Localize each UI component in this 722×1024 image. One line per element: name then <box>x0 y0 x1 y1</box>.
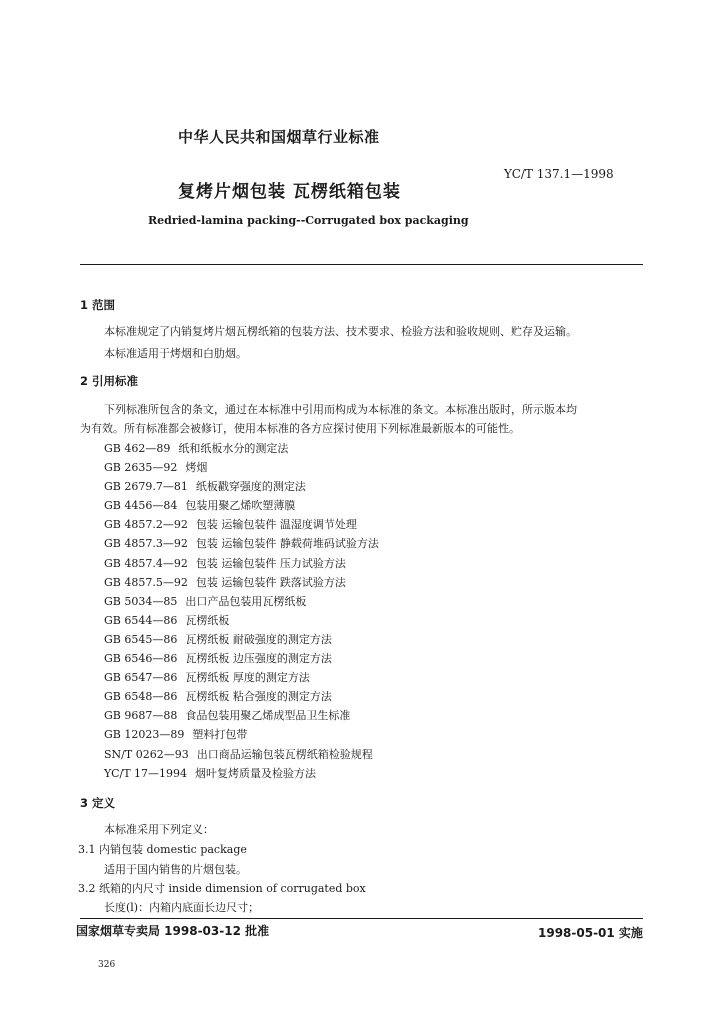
reference-item <box>104 574 379 593</box>
definition-3-1-text: 适用于国内销售的片烟包装。 <box>104 863 247 876</box>
reference-item <box>104 593 379 612</box>
reference-item <box>104 746 379 765</box>
reference-title: 纸板戳穿强度的测定法 <box>195 480 306 494</box>
normative-reference-list <box>104 440 379 784</box>
reference-code: GB 12023—89 <box>104 728 185 742</box>
reference-code: SN/T 0262—93 <box>104 747 189 761</box>
document-title-cn: 复烤片烟包装 瓦楞纸箱包装 <box>178 182 401 202</box>
reference-title: 瓦楞纸板 边压强度的测定方法 <box>185 652 332 666</box>
section-2-intro-line-2: 为有效。所有标准都会被修订，使用本标准的各方应探讨使用下列标准最新版本的可能性。 <box>80 422 520 435</box>
reference-item <box>104 707 379 726</box>
document-number: YC/T 137.1—1998 <box>504 167 614 181</box>
reference-code: GB 4857.2—92 <box>104 518 188 532</box>
reference-item <box>104 612 379 631</box>
reference-title: 烤烟 <box>185 461 208 475</box>
reference-item <box>104 765 379 784</box>
reference-code: GB 4456—84 <box>104 499 178 513</box>
section-1-heading: 1 范围 <box>80 298 116 312</box>
reference-title: 瓦楞纸板 耐破强度的测定方法 <box>185 632 332 646</box>
section-3-intro: 本标准采用下列定义： <box>104 823 214 836</box>
reference-item <box>104 650 379 669</box>
approval-statement: 国家烟草专卖局 1998-03-12 批准 <box>76 924 270 938</box>
reference-item <box>104 440 379 459</box>
standard-org-title: 中华人民共和国烟草行业标准 <box>178 128 380 146</box>
reference-title: 塑料打包带 <box>192 728 248 742</box>
document-title-en: Redried-lamina packing--Corrugated box packaging <box>148 214 469 227</box>
reference-code: GB 4857.3—92 <box>104 537 188 551</box>
section-3-heading: 3 定义 <box>80 796 116 810</box>
reference-item <box>104 516 379 535</box>
reference-code: GB 9687—88 <box>104 709 178 723</box>
section-1-paragraph-1: 本标准规定了内销复烤片烟瓦楞纸箱的包装方法、技术要求、检验方法和验收规则、贮存及运输。 <box>104 325 577 338</box>
reference-item <box>104 688 379 707</box>
reference-code: GB 2635—92 <box>104 461 178 475</box>
reference-title: 食品包装用聚乙烯成型品卫生标准 <box>185 709 351 723</box>
reference-item <box>104 726 379 745</box>
reference-title: 出口产品包装用瓦楞纸板 <box>185 594 307 608</box>
reference-title: 瓦楞纸板 <box>185 613 230 627</box>
effective-date: 1998-05-01 实施 <box>538 926 643 940</box>
definition-3-2-term: 3.2 纸箱的内尺寸 inside dimension of corrugated box <box>78 882 366 895</box>
reference-code: GB 6546—86 <box>104 652 178 666</box>
reference-code: YC/T 17—1994 <box>104 766 188 780</box>
reference-title: 瓦楞纸板 厚度的测定方法 <box>185 671 310 685</box>
reference-item <box>104 459 379 478</box>
reference-item <box>104 535 379 554</box>
reference-title: 包装 运输包装件 静载荷堆码试验方法 <box>195 537 379 551</box>
reference-code: GB 6545—86 <box>104 632 178 646</box>
reference-title: 纸和纸板水分的测定法 <box>178 442 289 455</box>
reference-item <box>104 631 379 650</box>
page-number: 326 <box>98 960 116 970</box>
reference-code: GB 462—89 <box>104 442 171 455</box>
footer-rule <box>80 918 643 919</box>
reference-code: GB 6544—86 <box>104 613 178 627</box>
section-2-intro-line-1: 下列标准所包含的条文，通过在本标准中引用而构成为本标准的条文。本标准出版时，所示版本均 <box>104 403 577 416</box>
reference-item <box>104 478 379 497</box>
reference-title: 瓦楞纸板 粘合强度的测定方法 <box>185 690 332 704</box>
reference-title: 包装 运输包装件 压力试验方法 <box>195 556 346 570</box>
definition-3-2-text: 长度(l)：内箱内底面长边尺寸； <box>104 901 260 914</box>
definition-3-1-term: 3.1 内销包装 domestic package <box>78 843 247 856</box>
reference-title: 烟叶复烤质量及检验方法 <box>195 766 317 780</box>
reference-code: GB 6548—86 <box>104 690 178 704</box>
reference-code: GB 2679.7—81 <box>104 480 188 494</box>
reference-item <box>104 497 379 516</box>
reference-code: GB 6547—86 <box>104 671 178 685</box>
reference-item <box>104 555 379 574</box>
reference-item <box>104 669 379 688</box>
section-1-paragraph-2: 本标准适用于烤烟和白肋烟。 <box>104 347 247 360</box>
reference-title: 出口商品运输包装瓦楞纸箱检验规程 <box>196 747 373 761</box>
section-2-heading: 2 引用标准 <box>80 374 139 388</box>
reference-code: GB 5034—85 <box>104 594 178 608</box>
reference-title: 包装 运输包装件 温湿度调节处理 <box>195 518 357 532</box>
reference-code: GB 4857.4—92 <box>104 556 188 570</box>
reference-title: 包装用聚乙烯吹塑薄膜 <box>185 499 296 513</box>
header-rule <box>80 264 643 265</box>
reference-title: 包装 运输包装件 跌落试验方法 <box>195 575 346 589</box>
reference-code: GB 4857.5—92 <box>104 575 188 589</box>
